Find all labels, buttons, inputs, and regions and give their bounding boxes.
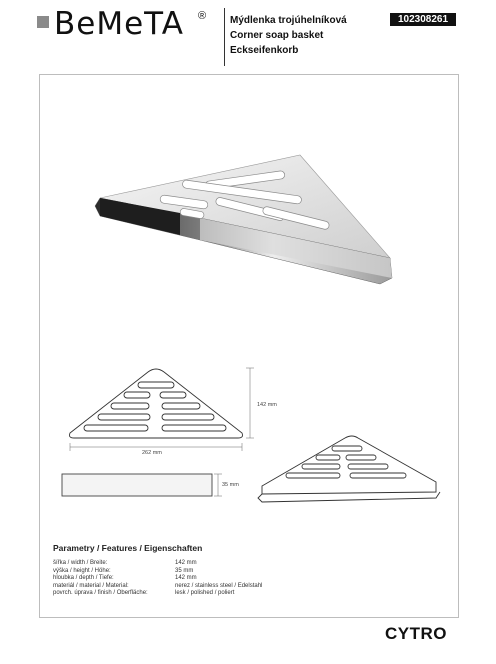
feature-value: lesk / polished / poliert	[175, 590, 235, 596]
feature-value: 142 mm	[175, 560, 197, 566]
title-en: Corner soap basket	[230, 30, 324, 41]
feature-row	[53, 568, 262, 576]
title-cz: Mýdlenka trojúhelníková	[230, 15, 347, 26]
feature-label: povrch. úprava / finish / Oberfläche:	[53, 590, 148, 596]
width-dimension-label: 262 mm	[142, 450, 162, 456]
feature-value: 142 mm	[175, 575, 197, 581]
feature-value: nerez / stainless steel / Edelstahl	[175, 582, 263, 589]
registered-mark: ®	[198, 10, 207, 22]
feature-row	[53, 560, 262, 568]
features-table	[53, 560, 262, 598]
product-code-badge: 102308261	[390, 13, 456, 26]
brand-logo: BeMeTA	[54, 6, 184, 42]
depth-dimension-label: 142 mm	[257, 402, 277, 408]
feature-row	[53, 590, 262, 598]
feature-row	[53, 583, 262, 591]
height-dimension-label: 35 mm	[222, 482, 239, 488]
series-name: CYTRO	[385, 624, 447, 643]
feature-label: materiál / material / Material:	[53, 582, 129, 589]
feature-label: hloubka / depth / Tiefe:	[53, 575, 114, 581]
title-de: Eckseifenkorb	[230, 45, 299, 56]
feature-row	[53, 575, 262, 583]
feature-label: výška / height / Höhe:	[53, 567, 111, 574]
feature-value: 35 mm	[175, 567, 194, 574]
features-title: Parametry / Features / Eigenschaften	[53, 543, 203, 553]
feature-label: šířka / width / Breite:	[53, 560, 108, 566]
